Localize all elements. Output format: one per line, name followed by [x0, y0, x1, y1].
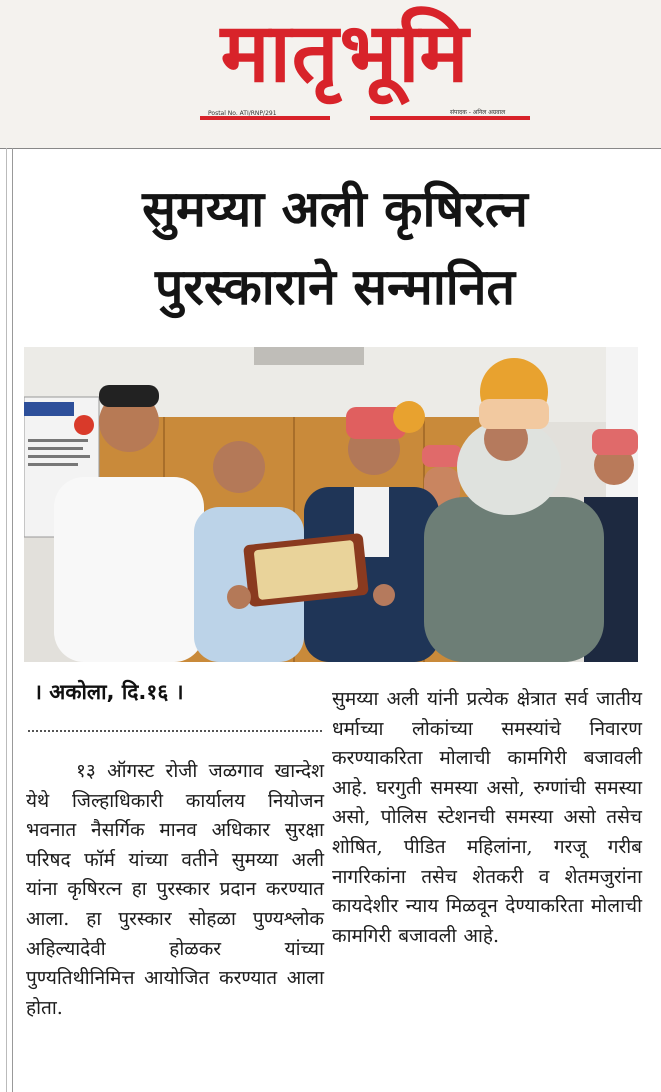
article-headline — [30, 170, 640, 326]
dateline-dotted-rule — [28, 730, 322, 732]
page-margin-line-inner — [12, 148, 13, 1092]
masthead-rule-right — [370, 116, 530, 120]
award-ceremony-photo — [24, 347, 638, 662]
postal-number: Postal No. ATI/RNP/291 — [208, 110, 277, 117]
article-column-right: सुमय्या अली यांनी प्रत्येक क्षेत्रात सर्व जातीय धर्माच्या लोकांच्या समस्यांचे निवारण करण्याकरिता मोलाची कामगिरी बजावली आहे. घरगुती समस्या असो, रुग्णांची समस्या असो, पोलिस स्टेशनची समस्या असो तसेच शोषित, पीडित महिलांना, गरजू गरीब नागरिकांना तसेच शेतकरी व शेतमजुरांना कायदेशीर न्याय मिळवून देण्याकरिता मोलाची कामगिरी बजावली आहे. — [332, 688, 642, 947]
photo-illustration — [24, 347, 638, 662]
article-dateline: । अकोला, दि.१६ । — [34, 680, 184, 704]
newspaper-logo: मातृभूमि — [220, 6, 470, 101]
page-margin-line-outer — [6, 148, 7, 1092]
page-divider — [0, 148, 661, 149]
masthead — [0, 0, 661, 148]
editor-credit: संपादक - अनिल अग्रवाल — [450, 109, 506, 116]
headline-line-1: सुमय्या अली कृषिरत्न — [142, 180, 528, 238]
headline-line-2: पुरस्काराने सन्मानित — [155, 258, 515, 316]
article-column-left: १३ ऑगस्ट रोजी जळगाव खान्देश येथे जिल्हाधिकारी कार्यालय नियोजन भवनात नैसर्गिक मानव अधिकार सुरक्षा परिषद फॉर्म यांच्या वतीने सुमय्या अली यांना कृषिरत्न हा पुरस्कार प्रदान करण्यात आला. हा पुरस्कार सोहळा पुण्यश्लोक अहिल्यादेवी होळकर यांच्या पुण्यतिथीनिमित्त आयोजित करण्यात आला होता. — [26, 760, 324, 1019]
